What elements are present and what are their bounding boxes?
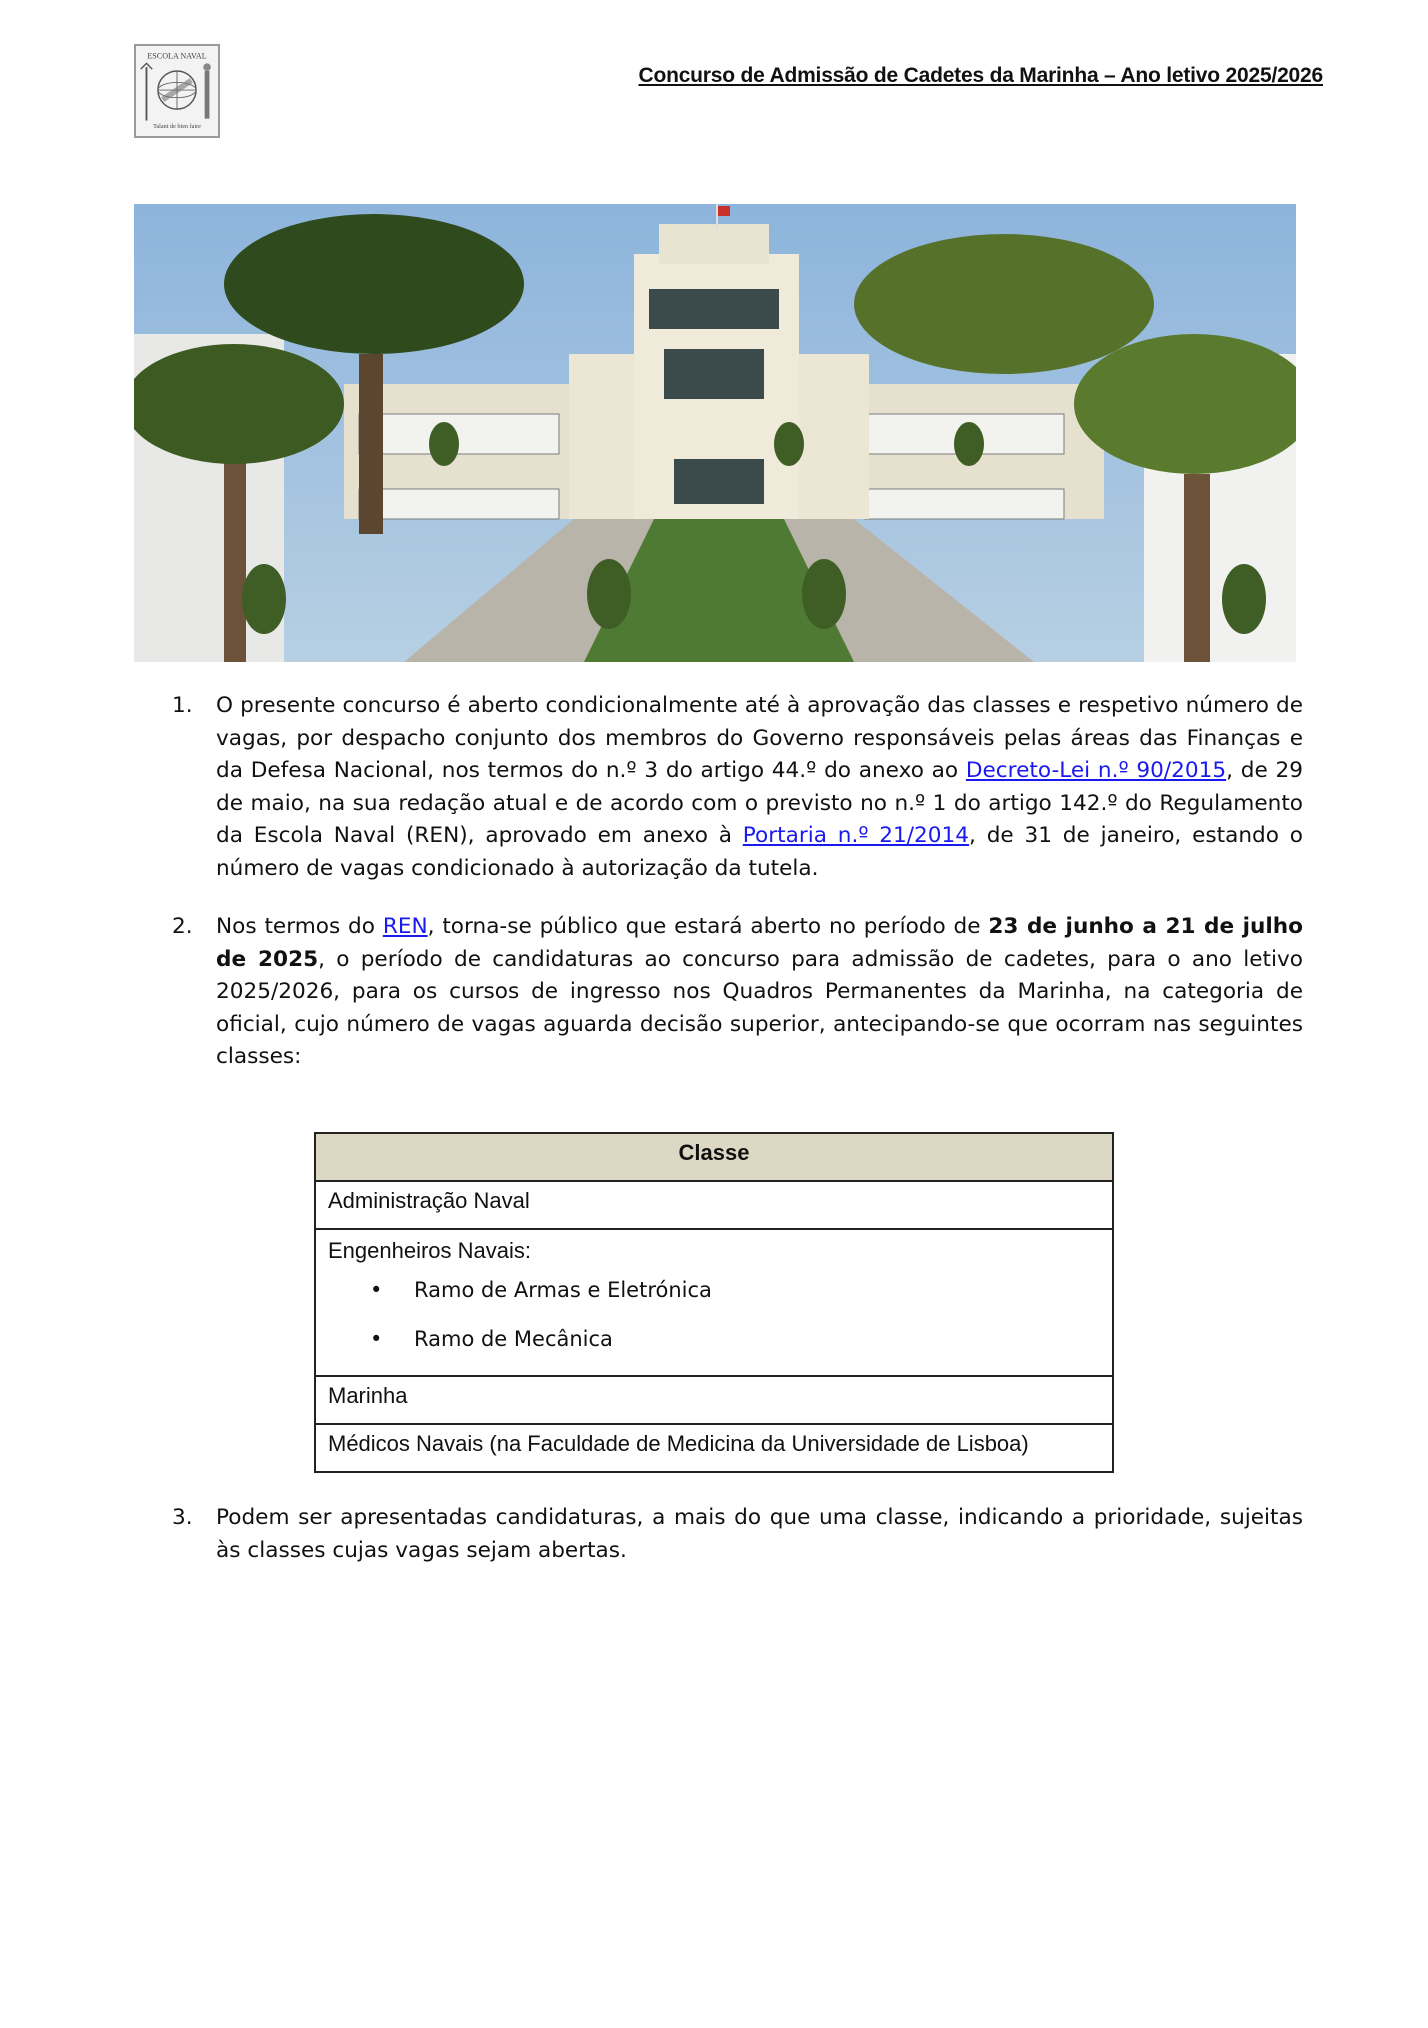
branch-label: Ramo de Armas e Eletrónica <box>414 1278 712 1302</box>
class-medicos-navais: Médicos Navais (na Faculdade de Medicina da Universidade de Lisboa) <box>315 1424 1113 1472</box>
table-row <box>315 1181 1113 1229</box>
class-engenheiros-navais <box>315 1229 1113 1376</box>
item-text: , de 31 de janeiro, estando o número de vagas condicionado à autorização da tutela. <box>216 823 1303 881</box>
branch-item <box>328 1315 1100 1364</box>
ren-link[interactable]: REN <box>382 914 428 939</box>
table-header-classe: Classe <box>315 1133 1113 1181</box>
branch-item <box>328 1266 1100 1315</box>
logo-crest-icon <box>136 46 218 136</box>
building-photo-icon <box>134 204 1296 662</box>
numbered-item-2 <box>168 911 1303 1074</box>
portaria-link[interactable]: Portaria n.º 21/2014 <box>742 823 970 849</box>
item-text: , de 29 de maio, na sua redação atual e de acordo com o previsto no n.º 1 do artigo 142.º do Regulamento da Escola Naval (REN), aprovado em anexo à <box>216 758 1304 849</box>
bullet-icon: • <box>370 1278 383 1302</box>
svg-text:Talant de bien faire: Talant de bien faire <box>153 123 201 131</box>
item-text: , torna-se público que estará aberto no período de <box>427 914 989 939</box>
class-label: Engenheiros Navais: <box>328 1238 532 1263</box>
item-text: , o período de candidaturas ao concurso para admissão de cadetes, para o ano letivo 2025/2026, para os cursos de ingresso nos Quadros Permanentes da Marinha, na categoria de oficial, cujo número de vagas aguarda decisão superior, antecipando-se que ocorram nas seguintes classes: <box>216 946 1303 1070</box>
svg-text:ESCOLA NAVAL: ESCOLA NAVAL <box>147 51 207 61</box>
item-number: 1. <box>172 693 193 718</box>
table-row <box>315 1376 1113 1424</box>
classes-table <box>314 1132 1114 1473</box>
class-administracao-naval: Administração Naval <box>315 1181 1113 1229</box>
item-number: 2. <box>172 914 193 939</box>
escola-naval-logo <box>134 44 220 138</box>
decreto-lei-link[interactable]: Decreto-Lei n.º 90/2015 <box>965 758 1227 784</box>
class-marinha: Marinha <box>315 1376 1113 1424</box>
numbered-item-1 <box>168 690 1303 886</box>
bullet-icon: • <box>370 1327 383 1351</box>
table-row <box>315 1424 1113 1472</box>
branch-list <box>328 1266 1100 1364</box>
table-row <box>315 1229 1113 1376</box>
item-text: Podem ser apresentadas candidaturas, a mais do que uma classe, indicando a prioridade, sujeitas às classes cujas vagas sejam abertas. <box>216 1505 1303 1563</box>
hero-image <box>134 204 1296 662</box>
application-period: 23 de junho a 21 de julho de 2025 <box>216 914 1303 972</box>
item-text: Nos termos do <box>216 914 383 939</box>
branch-label: Ramo de Mecânica <box>414 1327 613 1351</box>
item-number: 3. <box>172 1505 193 1530</box>
numbered-item-3 <box>168 1502 1303 1567</box>
item-text: O presente concurso é aberto condicionalmente até à aprovação das classes e respetivo número de vagas, por despacho conjunto dos membros do Governo responsáveis pelas áreas das Finanças e da Defesa Nacional, nos termos do n.º 3 do artigo 44.º do anexo ao <box>216 693 1303 784</box>
page-title: Concurso de Admissão de Cadetes da Marinha – Ano letivo 2025/2026 <box>638 64 1323 87</box>
